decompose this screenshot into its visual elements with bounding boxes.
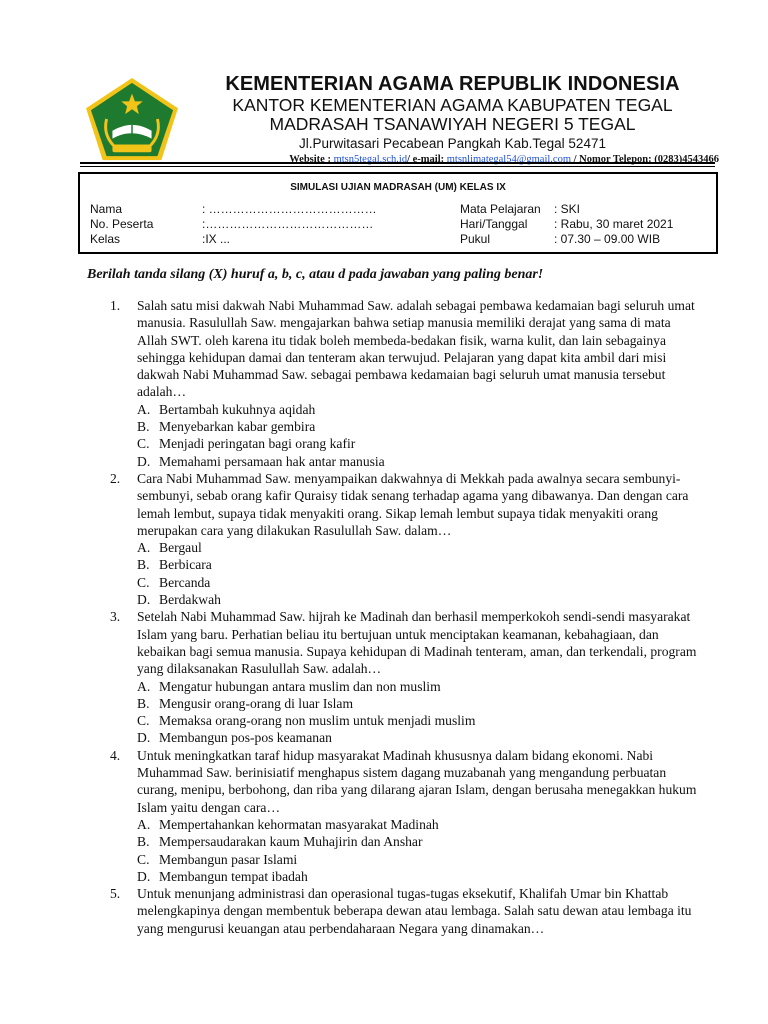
question-number: 5.	[110, 886, 121, 902]
info-row	[90, 202, 706, 217]
email-label: / e-mail:	[407, 154, 445, 165]
option-item[interactable]	[137, 418, 700, 435]
question-number: 4.	[110, 747, 121, 763]
option-item[interactable]	[137, 591, 700, 608]
option-item[interactable]	[137, 851, 700, 868]
question-text: Untuk meningkatkan taraf hidup masyarakat Madinah khususnya dalam bidang ekonomi. Nabi Muhammad Saw. berinisiatif menghapus sistem dagang muzabanah yang mengandung perbuatan curang, menipu, berbohong, dan riba yang dilarang ajaran Islam, dengan berusaha menegakkan hukum Islam yaitu dengan cara…	[137, 747, 697, 815]
option-letter: B.	[137, 834, 150, 850]
question-list	[110, 297, 700, 937]
exam-info-box	[78, 172, 718, 254]
option-letter: D.	[137, 868, 151, 884]
website-label: Website :	[289, 154, 331, 165]
option-item[interactable]	[137, 556, 700, 573]
option-text: Menjadi peringatan bagi orang kafir	[159, 436, 356, 452]
option-letter: A.	[137, 401, 151, 417]
option-letter: A.	[137, 540, 151, 556]
nama-label: Nama	[90, 202, 123, 216]
question-number: 2.	[110, 470, 121, 486]
question-text: Salah satu misi dakwah Nabi Muhammad Saw. adalah sebagai pembawa kedamaian bagi seluruh umat manusia. Rasulullah Saw. mengajarkan bahwa setiap manusia memiliki derajat yang sama di mata Allah SWT. oleh karena itu tidak boleh membeda-bedakan fisik, warna kulit, dan lain sebagainya sehingga kehidupan damai dan tenteram akan terwujud. Pelajaran yang dapat kita ambil dari misi dakwah Nabi Muhammad Saw. sebagai pembawa kedamaian bagi seluruh umat manusia tersebut adalah…	[137, 298, 695, 400]
option-text: Bertambah kukuhnya aqidah	[159, 401, 316, 417]
header-divider	[80, 162, 715, 164]
option-item[interactable]	[137, 453, 700, 470]
phone-number: / Nomor Telepon: (0283)4543466	[573, 154, 719, 165]
option-item[interactable]	[137, 729, 700, 746]
option-text: Memaksa orang-orang non muslim untuk menjadi muslim	[159, 713, 476, 729]
question-item	[110, 470, 700, 608]
option-item[interactable]	[137, 678, 700, 695]
option-text: Berbicara	[159, 557, 212, 573]
option-letter: A.	[137, 816, 151, 832]
school-address: Jl.Purwitasari Pecabean Pangkah Kab.Tegal 52471	[299, 136, 606, 151]
option-letter: D.	[137, 730, 151, 746]
option-text: Berdakwah	[159, 592, 221, 608]
exam-title: SIMULASI UJIAN MADRASAH (UM) KELAS IX	[290, 182, 506, 193]
option-item[interactable]	[137, 401, 700, 418]
option-text: Menyebarkan kabar gembira	[159, 419, 316, 435]
question-text: Cara Nabi Muhammad Saw. menyampaikan dakwahnya di Mekkah pada awalnya secara sembunyi-sembunyi, sebab orang kafir Quraisy tidak senang terhadap agama yang dibawanya. Dan dengan cara lemah lembut, supaya tidak menyakiti orang. Sikap lemah lembut supaya tidak menyakiti orang merupakan cara yang dilakukan Rasulullah Saw. dalam…	[137, 470, 689, 538]
option-item[interactable]	[137, 816, 700, 833]
option-item[interactable]	[137, 539, 700, 556]
option-letter: C.	[137, 574, 150, 590]
question-text: Untuk menunjang administrasi dan operasional tugas-tugas eksekutif, Khalifah Umar bin Khattab melengkapinya dengan membentuk beberapa dewan atau lembaga. Salah satu dewan atau lembaga itu yang mengurusi keuangan atau perbendaharaan Negara yang dinamakan…	[137, 886, 692, 936]
option-text: Mempertahankan kehormatan masyarakat Madinah	[159, 816, 439, 832]
info-row	[90, 217, 706, 232]
nama-value: : ……………………………………	[202, 202, 377, 216]
letterhead	[190, 72, 719, 167]
tanggal-label: Hari/Tanggal	[460, 217, 528, 231]
option-text: Mempersaudarakan kaum Muhajirin dan Anshar	[159, 834, 423, 850]
kelas-label: Kelas	[90, 232, 121, 246]
info-row	[90, 232, 706, 247]
option-text: Memahami persamaan hak antar manusia	[159, 453, 385, 469]
website-link[interactable]: mtsn5tegal.sch.id	[333, 154, 408, 165]
pukul-value: : 07.30 – 09.00 WIB	[554, 232, 661, 246]
kemenag-logo	[83, 76, 181, 164]
option-text: Membangun pasar Islami	[159, 851, 298, 867]
option-item[interactable]	[137, 833, 700, 850]
option-text: Bergaul	[159, 540, 202, 556]
contact-line	[190, 152, 719, 167]
mapel-label: Mata Pelajaran	[460, 202, 541, 216]
question-item	[110, 608, 700, 746]
peserta-label: No. Peserta	[90, 217, 154, 231]
question-item	[110, 747, 700, 885]
option-letter: B.	[137, 557, 150, 573]
pukul-label: Pukul	[460, 232, 491, 246]
option-letter: D.	[137, 592, 151, 608]
option-item[interactable]	[137, 868, 700, 885]
option-letter: C.	[137, 436, 150, 452]
question-item	[110, 885, 700, 937]
peserta-value: :……………………………………	[202, 217, 374, 231]
option-item[interactable]	[137, 712, 700, 729]
option-text: Membangun pos-pos keamanan	[159, 730, 332, 746]
question-item	[110, 297, 700, 470]
option-letter: B.	[137, 419, 150, 435]
ministry-name: KEMENTERIAN AGAMA REPUBLIK INDONESIA	[225, 73, 680, 95]
kelas-value: :IX ...	[202, 232, 231, 246]
question-number: 3.	[110, 609, 121, 625]
option-text: Mengatur hubungan antara muslim dan non muslim	[159, 678, 441, 694]
option-letter: D.	[137, 453, 151, 469]
option-text: Bercanda	[159, 574, 211, 590]
option-item[interactable]	[137, 695, 700, 712]
option-letter: B.	[137, 695, 150, 711]
question-text: Setelah Nabi Muhammad Saw. hijrah ke Madinah dan berhasil memperkokoh sendi-sendi masyarakat Islam yang baru. Perhatian beliau itu bertujuan untuk menciptakan keamanan, kebahagiaan, dan kebaikan bagi semua manusia. Supaya kehidupan di Madinah tenteram, aman, dan terkendali, program yang dilaksanakan Rasulullah Saw. adalah…	[137, 609, 697, 677]
email-link[interactable]: mtsnlimategal54@gmail.com	[446, 154, 572, 165]
option-item[interactable]	[137, 574, 700, 591]
school-name: MADRASAH TSANAWIYAH NEGERI 5 TEGAL	[269, 114, 636, 134]
question-number: 1.	[110, 298, 121, 313]
option-letter: C.	[137, 851, 150, 867]
instruction-text: Berilah tanda silang (X) huruf a, b, c, atau d pada jawaban yang paling benar!	[87, 267, 544, 282]
option-letter: A.	[137, 678, 151, 694]
option-text: Mengusir orang-orang di luar Islam	[159, 695, 354, 711]
office-name: KANTOR KEMENTERIAN AGAMA KABUPATEN TEGAL	[232, 95, 673, 115]
option-item[interactable]	[137, 435, 700, 452]
mapel-value: : SKI	[554, 202, 581, 216]
tanggal-value: : Rabu, 30 maret 2021	[554, 217, 674, 231]
option-letter: C.	[137, 713, 150, 729]
header-divider-thin	[80, 166, 715, 167]
option-text: Membangun tempat ibadah	[159, 868, 308, 884]
